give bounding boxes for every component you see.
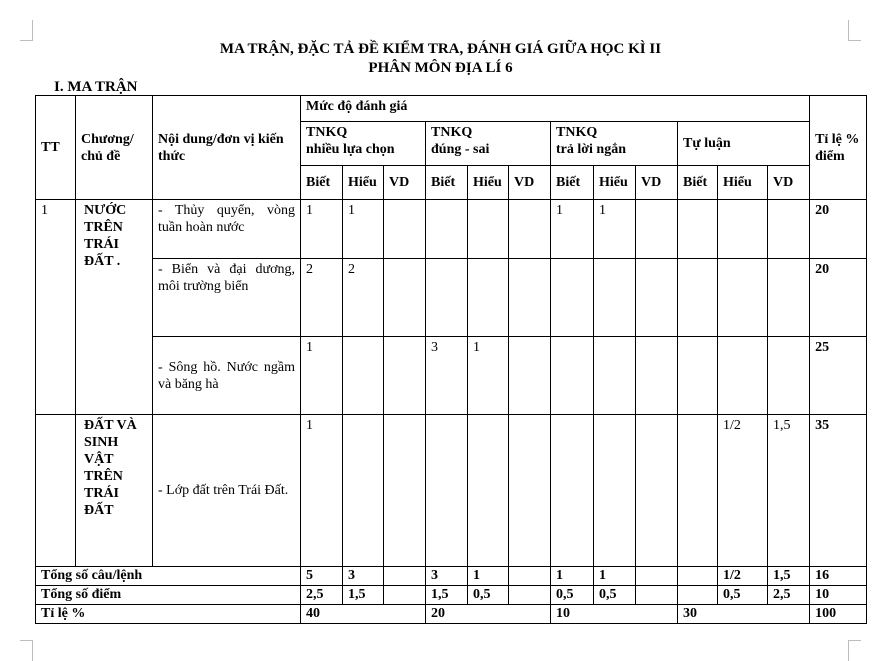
header-group-line1: TNKQ [431,125,473,140]
section-heading: I. MA TRẬN [54,79,138,95]
total-cell: 5 [301,567,343,586]
total-cell: 1/2 [718,567,768,586]
total-cell [509,567,551,586]
total-cell [636,586,678,605]
matrix-cell [768,200,810,259]
total-cell: 1,5 [768,567,810,586]
matrix-cell: 1 [301,337,343,415]
total-ratio: 16 [810,567,867,586]
total-ratio: 100 [810,605,867,624]
header-group-line1: Tự luận [683,136,731,151]
header-sub-level: Biết [301,166,343,200]
total-cell [509,586,551,605]
header-group [301,122,426,166]
header-sub-level: Hiểu [343,166,384,200]
total-cell: 3 [426,567,468,586]
total-cell: 1,5 [343,586,384,605]
table-row [36,259,867,337]
matrix-cell [426,415,468,567]
assessment-matrix-table [35,95,867,624]
total-cell [678,567,718,586]
matrix-cell: 1 [551,200,594,259]
matrix-cell [636,259,678,337]
page-corner-mark [848,640,861,661]
matrix-cell [468,200,509,259]
header-sub-level: VD [636,166,678,200]
total-row-points [36,586,867,605]
matrix-cell: 1 [594,200,636,259]
total-label: Tỉ lệ % [36,605,301,624]
table-row [36,415,867,567]
matrix-cell: 1 [468,337,509,415]
matrix-cell [509,259,551,337]
total-cell [636,567,678,586]
matrix-cell: 3 [426,337,468,415]
matrix-cell [678,337,718,415]
total-cell: 1 [468,567,509,586]
matrix-cell [551,415,594,567]
row-tt: 1 [36,200,76,415]
header-sub-level: VD [768,166,810,200]
header-tt: TT [36,96,76,200]
header-group [426,122,551,166]
header-assessment-level: Mức độ đánh giá [301,96,810,122]
table-row [36,200,867,259]
matrix-cell [343,337,384,415]
row-ratio: 20 [810,259,867,337]
page-corner-mark [20,640,33,661]
header-group [678,122,810,166]
matrix-cell [509,200,551,259]
row-ratio: 35 [810,415,867,567]
matrix-cell [384,259,426,337]
header-ratio: Tỉ lệ % điểm [810,96,867,200]
matrix-cell: 1/2 [718,415,768,567]
content-unit: - Biển và đại dương, môi trường biển [153,259,301,337]
total-cell: 2,5 [768,586,810,605]
matrix-cell [384,200,426,259]
matrix-cell [718,200,768,259]
percent-group: 30 [678,605,810,624]
total-row-questions [36,567,867,586]
matrix-cell [468,259,509,337]
total-cell: 1 [594,567,636,586]
matrix-cell [426,259,468,337]
matrix-cell [636,200,678,259]
header-group-line2: trả lời ngắn [556,142,626,157]
total-cell [384,567,426,586]
header-sub-level: Hiểu [594,166,636,200]
page-corner-mark [848,20,861,41]
matrix-cell [384,415,426,567]
chapter-name: NƯỚC TRÊN TRÁI ĐẤT . [76,200,153,415]
matrix-cell: 2 [301,259,343,337]
matrix-cell [594,259,636,337]
percent-group: 40 [301,605,426,624]
percent-group: 20 [426,605,551,624]
percent-group: 10 [551,605,678,624]
total-row-percent [36,605,867,624]
matrix-cell [426,200,468,259]
total-cell: 2,5 [301,586,343,605]
matrix-cell: 1 [301,415,343,567]
matrix-cell: 1 [343,200,384,259]
header-group-line1: TNKQ [556,125,598,140]
header-sub-level: Biết [426,166,468,200]
content-unit: - Thủy quyển, vòng tuần hoàn nước [153,200,301,259]
header-sub-level: Biết [551,166,594,200]
header-sub-level: Hiểu [718,166,768,200]
matrix-cell: 2 [343,259,384,337]
total-cell: 0,5 [718,586,768,605]
page-corner-mark [20,20,33,41]
total-cell: 1 [551,567,594,586]
header-content: Nội dung/đơn vị kiến thức [153,96,301,200]
total-cell [384,586,426,605]
table-row [36,337,867,415]
matrix-cell [594,337,636,415]
content-unit: - Sông hồ. Nước ngầm và băng hà [153,337,301,415]
matrix-cell [551,259,594,337]
total-cell: 0,5 [551,586,594,605]
matrix-cell [768,337,810,415]
total-cell: 0,5 [594,586,636,605]
matrix-cell [678,200,718,259]
header-sub-level: Hiểu [468,166,509,200]
header-group-line2: đúng - sai [431,142,490,157]
chapter-name: ĐẤT VÀ SINH VẬT TRÊN TRÁI ĐẤT [76,415,153,567]
total-cell: 1,5 [426,586,468,605]
header-group-line2: nhiều lựa chọn [306,142,395,157]
matrix-cell [343,415,384,567]
matrix-cell [551,337,594,415]
document-title: MA TRẬN, ĐẶC TẢ ĐỀ KIỂM TRA, ĐÁNH GIÁ GIỮA HỌC KÌ II [219,41,662,57]
total-cell: 0,5 [468,586,509,605]
matrix-cell [636,337,678,415]
matrix-cell: 1 [301,200,343,259]
matrix-cell [468,415,509,567]
header-group-line1: TNKQ [306,125,348,140]
header-group [551,122,678,166]
matrix-cell [678,415,718,567]
matrix-cell [384,337,426,415]
total-label: Tổng số câu/lệnh [36,567,301,586]
matrix-cell: 1,5 [768,415,810,567]
header-sub-level: VD [384,166,426,200]
total-cell [678,586,718,605]
row-tt [36,415,76,567]
matrix-cell [718,259,768,337]
header-chapter: Chương/ chủ đề [76,96,153,200]
document-subtitle: PHÂN MÔN ĐỊA LÍ 6 [368,60,513,76]
matrix-cell [678,259,718,337]
matrix-cell [594,415,636,567]
matrix-cell [768,259,810,337]
matrix-cell [509,415,551,567]
total-ratio: 10 [810,586,867,605]
total-label: Tổng số điểm [36,586,301,605]
matrix-cell [509,337,551,415]
row-ratio: 20 [810,200,867,259]
row-ratio: 25 [810,337,867,415]
matrix-cell [636,415,678,567]
header-sub-level: VD [509,166,551,200]
content-unit: - Lớp đất trên Trái Đất. [153,415,301,567]
matrix-cell [718,337,768,415]
header-sub-level: Biết [678,166,718,200]
total-cell: 3 [343,567,384,586]
